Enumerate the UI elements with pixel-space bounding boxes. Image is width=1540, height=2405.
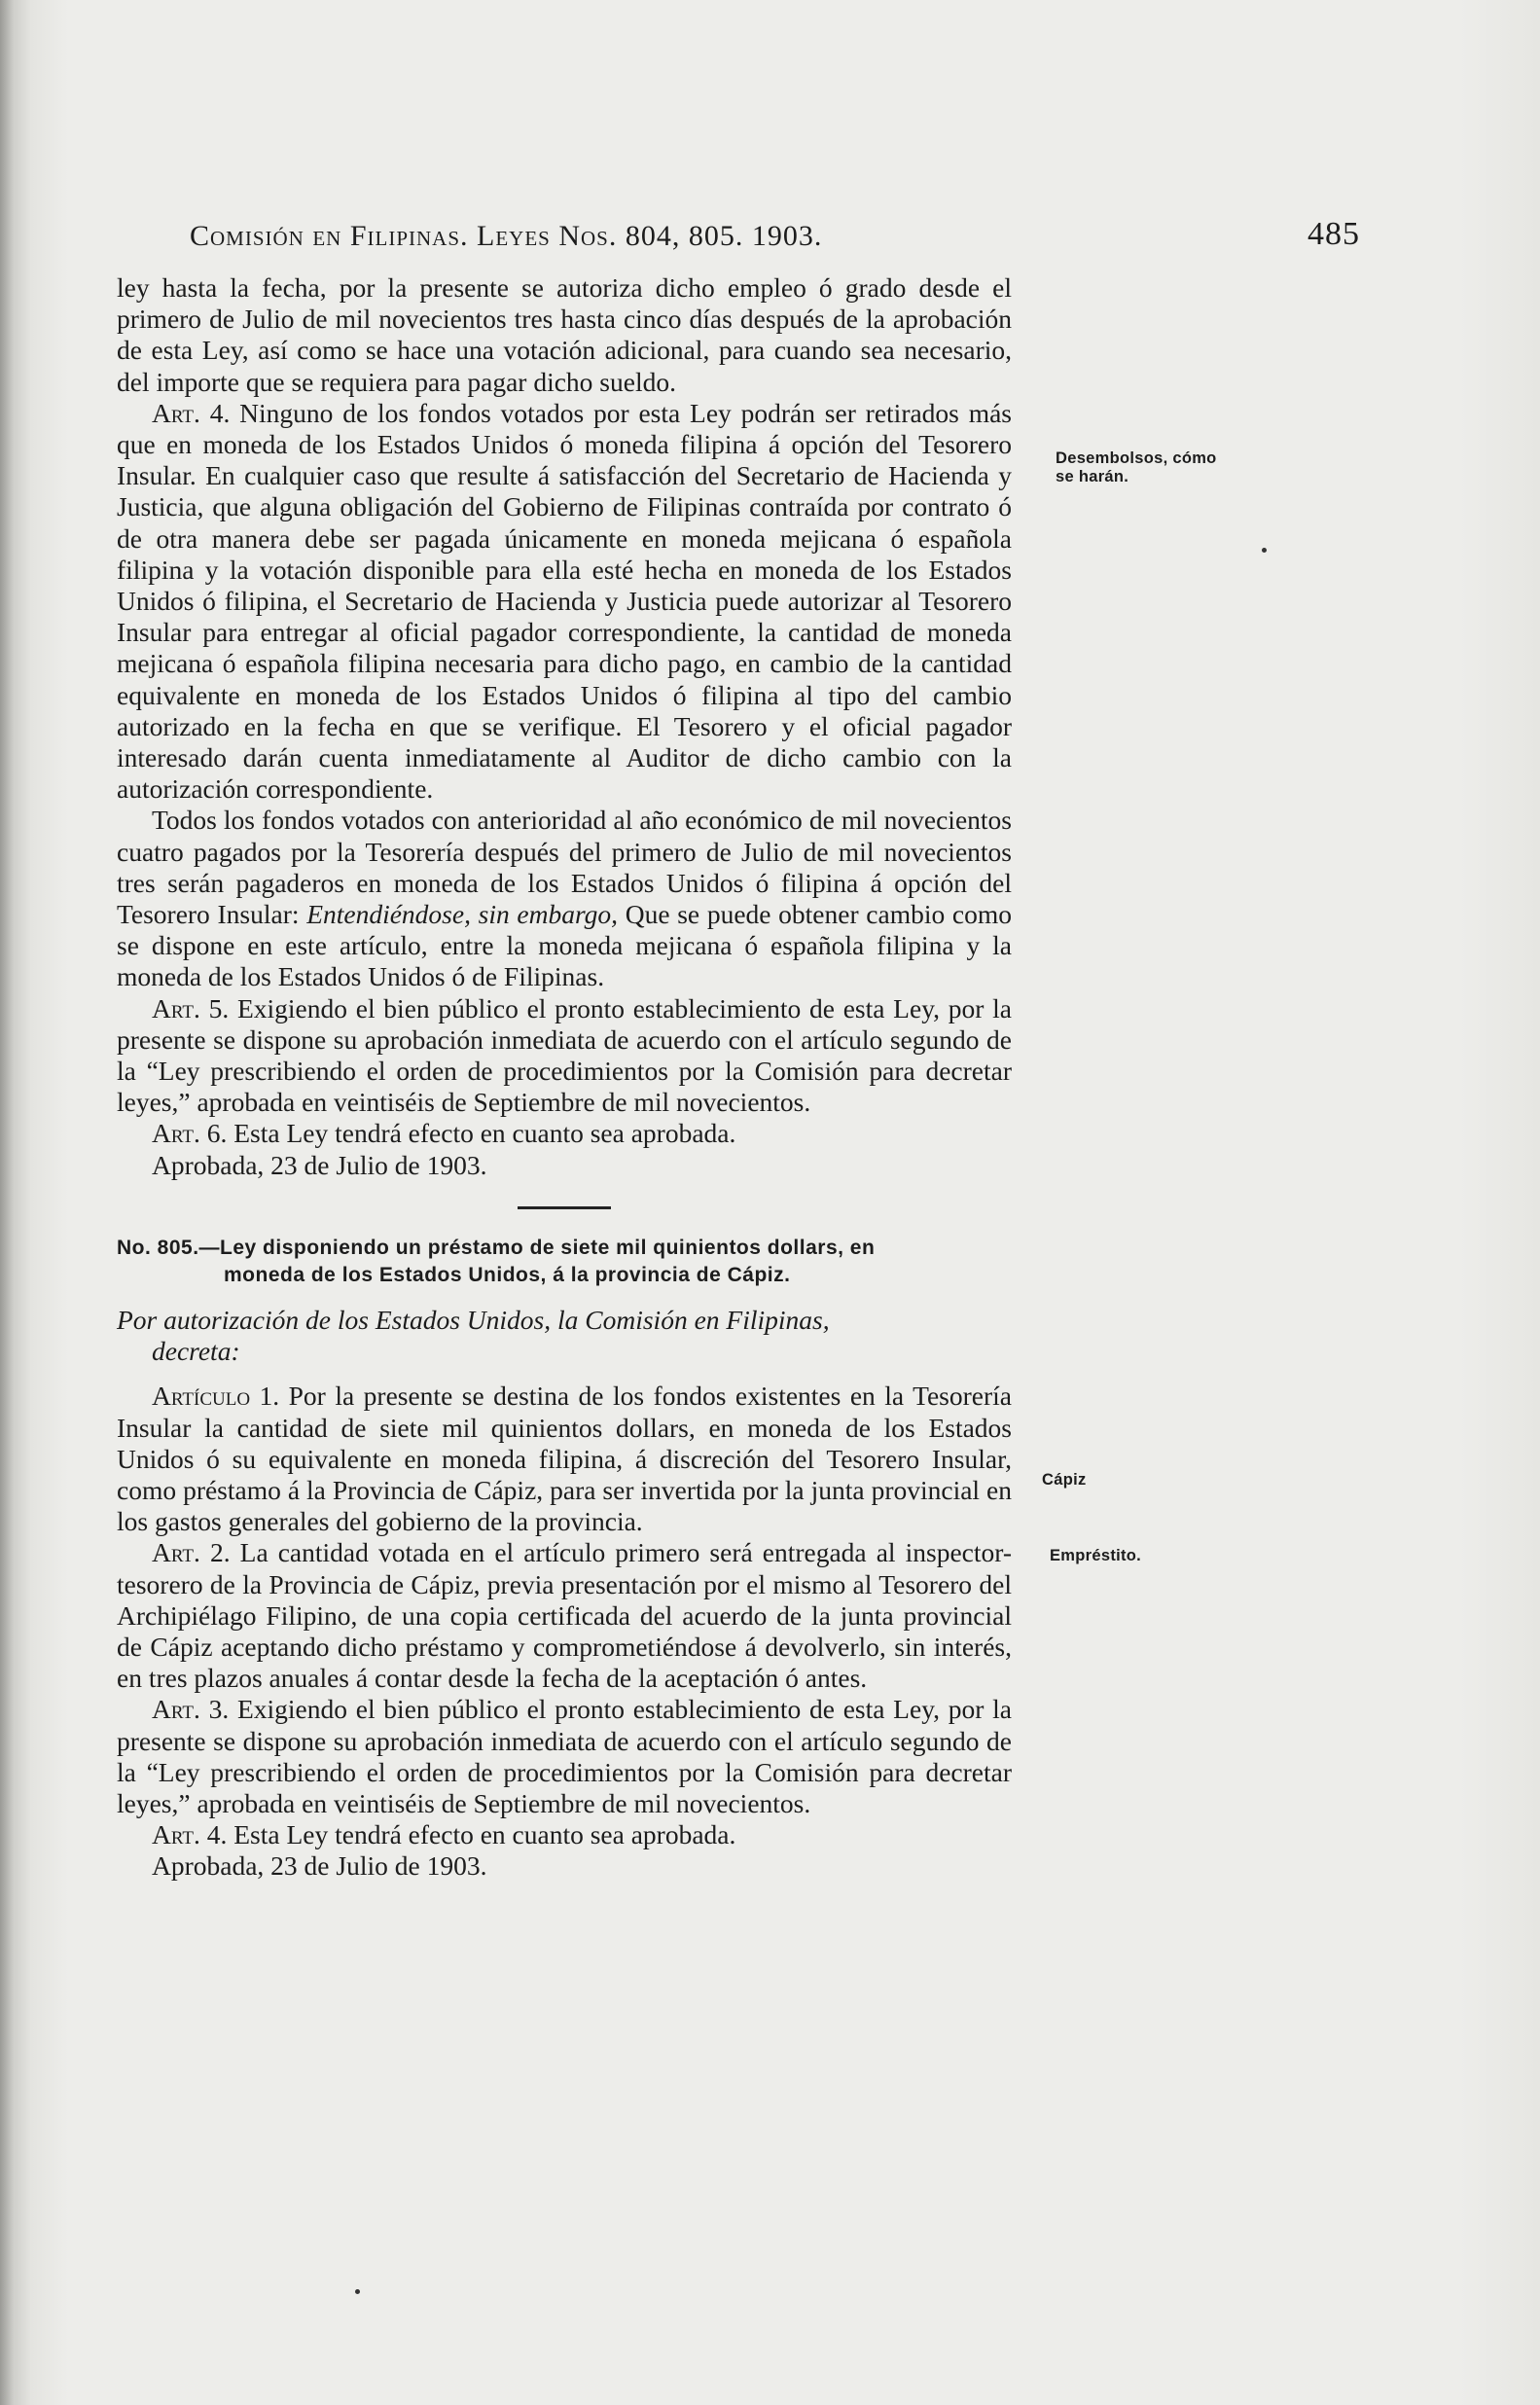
margin-note-line-1: Desembolsos, cómo [1056,449,1217,467]
scan-speck [355,2289,360,2294]
article-label: Art. 2. [152,1537,231,1568]
paragraph-text-a: Todos los fondos votados con anterioridad al año económico de mil novecientos cuatro pagados por la Tesorería después del primero de Julio de mil novecientos tres serán pagaderos en moneda de los Estados Unidos ó filipina á opción del Tesorero Insular: [117,805,1012,930]
enacting-clause [117,1305,1012,1367]
proviso-italic: Entendiéndose, sin embargo, [306,899,619,930]
enacting-line-1: Por autorización de los Estados Unidos, la Comisión en Filipinas, [117,1304,830,1335]
page-number: 485 [1307,216,1360,252]
margin-note-line-2: se harán. [1056,468,1129,485]
law804-article-4 [117,398,1012,806]
running-header: Comisión en Filipinas. Leyes Nos. 804, 805. 1903. [190,220,823,252]
article-text: La cantidad votada en el artículo primero será entregada al inspector-tesorero de la Provincia de Cápiz, previa presentación por el mismo al Tesorero del Archipiélago Filipino, de una copia certificada del acuerdo de la junta provincial de Cápiz aceptando dicho préstamo y comprometiéndose á devolverlo, sin interés, en tres plazos anuales á contar desde la fecha de la aceptación ó antes. [117,1537,1013,1694]
article-label: Art. 5. [152,992,230,1023]
law805-approval-date: Aprobada, 23 de Julio de 1903. [152,1850,487,1882]
law804-article-6 [117,1118,1012,1149]
article-text: Exigiendo el bien público el pronto establecimiento de esta Ley, por la presente se dispone su aprobación inmediata de acuerdo con el artículo segundo de la “Ley prescribiendo el orden de procedimientos por la Comisión para decretar leyes,” aprobada en veintiséis de Septiembre de mil novecientos. [117,1694,1012,1818]
heading-line-2: moneda de los Estados Unidos, á la provincia de Cápiz. [224,1263,791,1286]
article-label: Art. 4. [152,397,231,428]
scan-speck [1262,548,1267,553]
article-label: Art. 3. [152,1694,230,1725]
law805-heading [117,1235,1012,1289]
enacting-line-2: decreta: [152,1336,240,1367]
margin-note-desembolsos [1056,449,1217,486]
law804-article-4-paragraph-2 [117,805,1012,992]
article-label: Art. 6. [152,1118,228,1149]
law804-article-5 [117,993,1012,1119]
margin-note-capiz: Cápiz [1042,1471,1087,1489]
article-text: Esta Ley tendrá efecto en cuanto sea aprobada. [233,1118,736,1149]
continued-paragraph: ley hasta la fecha, por la presente se autoriza dicho empleo ó grado desde el primero de Julio de mil novecientos tres hasta cinco días después de la aprobación de esta Ley, así como se hace una votación adicional, para cuando sea necesario, del importe que se requiera para pagar dicho sueldo. [117,272,1012,397]
article-text: Exigiendo el bien público el pronto establecimiento de esta Ley, por la presente se dispone su aprobación inmediata de acuerdo con el artículo segundo de la “Ley prescribiendo el orden de procedimientos por la Comisión para decretar leyes,” aprobada en veintiséis de Septiembre de mil novecientos. [117,992,1012,1118]
law805-article-3 [117,1694,1012,1819]
page-body [117,272,1012,1883]
law805-article-1 [117,1381,1012,1537]
law805-article-2 [117,1537,1012,1694]
article-text: Ninguno de los fondos votados por esta Ley podrán ser retirados más que en moneda de los Estados Unidos ó moneda filipina á opción del Tesorero Insular. En cualquier caso que resulte á satisfacción del Secretario de Hacienda y Justicia, que alguna obligación del Gobierno de Filipinas contraída por contrato ó de otra manera debe ser pagada únicamente en moneda mejicana ó española filipina y la votación disponible para ella esté hecha en moneda de los Estados Unidos ó filipina, el Secretario de Hacienda y Justicia puede autorizar al Tesorero Insular para entregar al oficial pagador correspondiente, la cantidad de moneda mejicana ó española filipina necesaria para dicho pago, en cambio de la cantidad equivalente en moneda de los Estados Unidos ó filipina al tipo del cambio autorizado en la fecha en que se verifique. El Tesorero y el oficial pagador interesado darán cuenta inmediatamente al Auditor de dicho cambio con la autorización correspondiente. [117,397,1013,805]
law805-article-4 [117,1819,1012,1850]
paragraph-text-b: Que se puede obtener cambio como se dispone en este artículo, entre la moneda mejicana ó española filipina y la moneda de los Estados Unidos ó de Filipinas. [117,899,1013,992]
heading-line-1: No. 805.—Ley disponiendo un préstamo de siete mil quinientos dollars, en [117,1236,876,1259]
margin-note-emprestito: Empréstito. [1050,1547,1142,1564]
section-divider [518,1206,611,1209]
article-text: Por la presente se destina de los fondos existentes en la Tesorería Insular la cantidad de siete mil quinientos dollars, en moneda de los Estados Unidos ó su equivalente en moneda filipina, á discreción del Tesorero Insular, como préstamo á la Provincia de Cápiz, para ser invertida por la junta provincial en los gastos generales del gobierno de la provincia. [117,1381,1012,1537]
law804-approval-date: Aprobada, 23 de Julio de 1903. [152,1149,487,1180]
article-text: Esta Ley tendrá efecto en cuanto sea aprobada. [233,1819,736,1850]
article-label: Art. 4. [152,1819,228,1850]
article-label: Artículo 1. [152,1381,280,1412]
